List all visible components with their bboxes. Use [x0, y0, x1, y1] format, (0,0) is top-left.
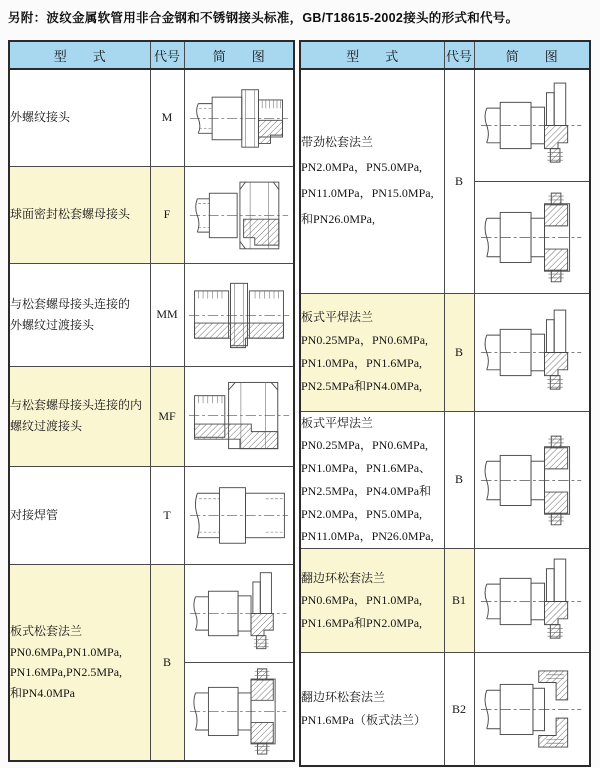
header-diagram: 简 图 [184, 41, 294, 69]
butt-weld-pipe-diagram [187, 471, 291, 559]
diagram-cell [474, 181, 590, 293]
page-title: 另附：波纹金属软管用非合金钢和不锈钢接头标准，GB/T18615-2002接头的形式和代号。 [8, 11, 519, 25]
diagram-cell [184, 69, 294, 166]
code-cell: F [150, 166, 184, 263]
diagram-cell [184, 166, 294, 263]
male-thread-fitting-diagram [187, 74, 291, 162]
header-diagram: 简 图 [474, 41, 590, 69]
type-cell: 与松套螺母接头连接的 外螺纹过渡接头 [9, 263, 150, 366]
male-adapter-diagram [187, 269, 291, 361]
diagram-cell [184, 466, 294, 564]
type-cell: 外螺纹接头 [9, 69, 150, 166]
diagram-cell [184, 366, 294, 466]
diagram-cell [474, 411, 590, 549]
code-cell: T [150, 466, 184, 564]
table-row [9, 564, 294, 662]
slip-on-flange-diagram [479, 303, 585, 401]
slip-on-flange-section-diagram [479, 430, 585, 530]
collar-flange-diagram [187, 667, 291, 755]
table-row [300, 293, 590, 411]
header-row [9, 41, 294, 69]
diagram-cell [474, 69, 590, 181]
header-type: 型 式 [9, 41, 150, 69]
type-cell: 板式平焊法兰 PN0.25MPa，PN0.6MPa, PN1.0MPa，PN1.6MPa, PN2.5MPa和PN4.0MPa, [300, 293, 444, 411]
diagram-cell [474, 549, 590, 653]
type-cell: 翻边环松套法兰 PN0.6MPa，PN1.0MPa, PN1.6MPa和PN2.0MPa, [300, 549, 444, 653]
fitting-tables [8, 40, 591, 767]
fitting-table-left [8, 40, 295, 762]
code-cell: B [444, 69, 474, 293]
type-cell: 带劲松套法兰 PN2.0MPa，PN5.0MPa, PN11.0MPa，PN15.0MPa, 和PN26.0MPa, [300, 69, 444, 293]
union-nut-fitting-diagram [187, 171, 291, 259]
plate-flange-diagram [187, 569, 291, 657]
type-cell: 与松套螺母接头连接的内 螺纹过渡接头 [9, 366, 150, 466]
code-cell: B [150, 564, 184, 761]
type-cell: 翻边环松套法兰 PN1.6MPa（板式法兰） [300, 653, 444, 766]
type-cell: 对接焊管 [9, 466, 150, 564]
header-code: 代号 [444, 41, 474, 69]
type-cell: 板式松套法兰 PN0.6MPa,PN1.0MPa, PN1.6MPa,PN2.5MPa, 和PN4.0MPa [9, 564, 150, 761]
neck-loose-flange-diagram [479, 77, 585, 173]
diagram-cell [474, 653, 590, 766]
table-row [300, 549, 590, 653]
table-row [9, 263, 294, 366]
table-row [9, 366, 294, 466]
fitting-table-right [299, 40, 591, 767]
table-row [9, 69, 294, 166]
diagram-cell [184, 662, 294, 761]
header-code: 代号 [150, 41, 184, 69]
code-cell: B1 [444, 549, 474, 653]
table-row [9, 166, 294, 263]
header-row [300, 41, 590, 69]
type-cell: 板式平焊法兰 PN0.25MPa，PN0.6MPa, PN1.0MPa，PN1.6MPa、 PN2.5MPa，PN4.0MPa和 PN2.0MPa，PN5.0MPa, PN11.0MPa，PN26.0MPa, [300, 411, 444, 549]
table-row [300, 653, 590, 766]
table-row [300, 411, 590, 549]
diagram-cell [474, 293, 590, 411]
code-cell: MM [150, 263, 184, 366]
type-cell: 球面密封松套螺母接头 [9, 166, 150, 263]
female-adapter-diagram [187, 371, 291, 461]
code-cell: B [444, 293, 474, 411]
diagram-cell [184, 263, 294, 366]
neck-loose-flange-section-diagram [479, 189, 585, 285]
code-cell: B2 [444, 653, 474, 766]
diagram-cell [184, 564, 294, 662]
lapped-ring-flange-diagram [479, 555, 585, 647]
table-row [9, 466, 294, 564]
header-type: 型 式 [300, 41, 444, 69]
lapped-plate-flange-diagram [479, 661, 585, 757]
code-cell: B [444, 411, 474, 549]
code-cell: MF [150, 366, 184, 466]
table-row [300, 69, 590, 181]
code-cell: M [150, 69, 184, 166]
